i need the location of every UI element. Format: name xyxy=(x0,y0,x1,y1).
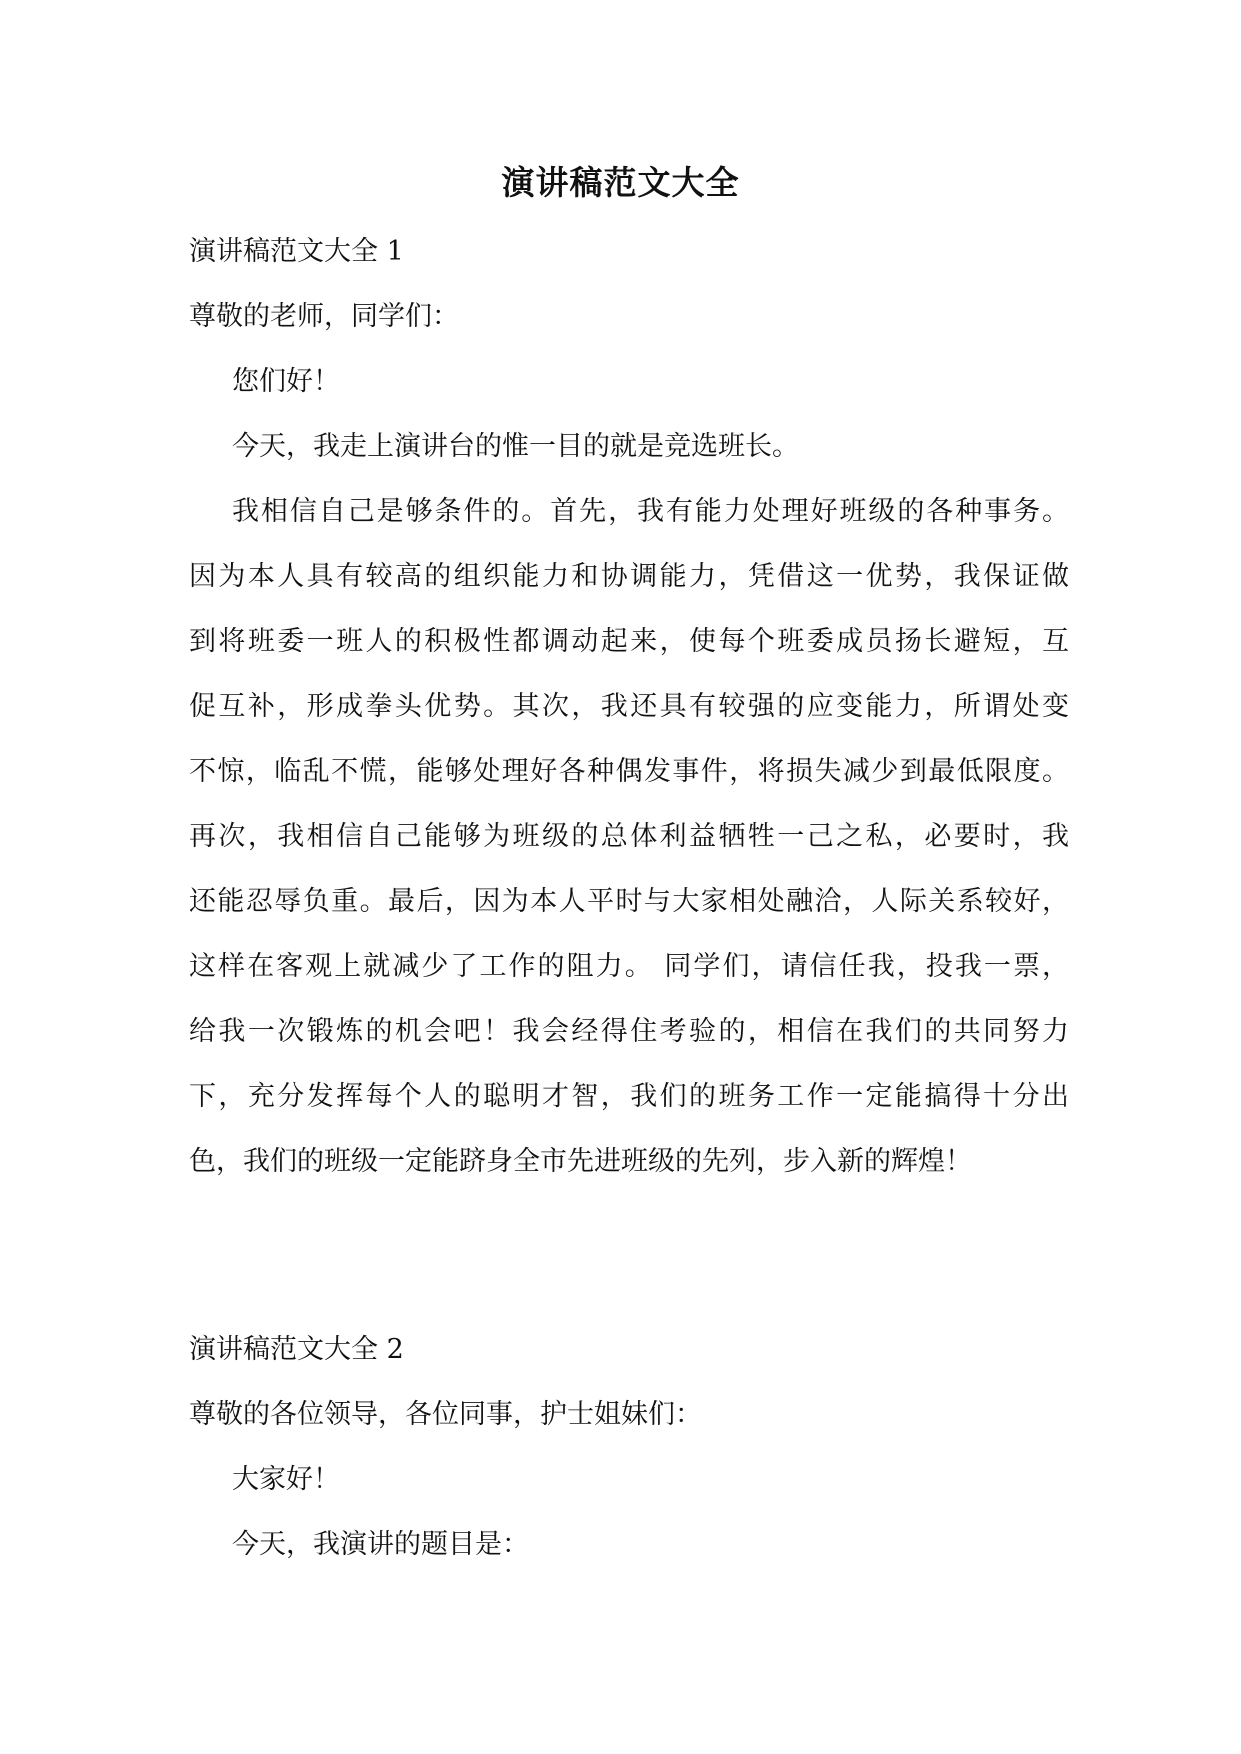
section-1-body-line: 给我一次锻炼的机会吧！我会经得住考验的，相信在我们的共同努力 xyxy=(189,1016,1069,1047)
section-2-opening: 今天，我演讲的题目是： xyxy=(232,1529,529,1560)
section-1-body-line: 色，我们的班级一定能跻身全市先进班级的先列，步入新的辉煌！ xyxy=(189,1146,972,1177)
section-1-heading: 演讲稿范文大全 1 xyxy=(189,236,404,267)
section-1-body-line: 促互补，形成拳头优势。其次，我还具有较强的应变能力，所谓处变 xyxy=(189,691,1069,722)
section-1-body-line: 不惊，临乱不慌，能够处理好各种偶发事件，将损失减少到最低限度。 xyxy=(189,756,1069,787)
section-1-body-line: 还能忍辱负重。最后，因为本人平时与大家相处融洽，人际关系较好， xyxy=(189,886,1069,917)
section-1-body-line: 我相信自己是够条件的。首先，我有能力处理好班级的各种事务。 xyxy=(232,496,1069,527)
section-1-opening: 今天，我走上演讲台的惟一目的就是竞选班长。 xyxy=(232,431,799,462)
document-title: 演讲稿范文大全 xyxy=(501,163,740,202)
section-1-greeting: 您们好！ xyxy=(232,366,340,397)
section-1-body-line: 再次，我相信自己能够为班级的总体利益牺牲一己之私，必要时，我 xyxy=(189,821,1069,852)
section-2-salutation: 尊敬的各位领导，各位同事，护士姐妹们： xyxy=(189,1399,702,1430)
section-1-body-line: 因为本人具有较高的组织能力和协调能力，凭借这一优势，我保证做 xyxy=(189,561,1069,592)
section-1-salutation: 尊敬的老师，同学们： xyxy=(189,301,459,332)
section-2-greeting: 大家好！ xyxy=(232,1464,340,1495)
section-2-heading: 演讲稿范文大全 2 xyxy=(189,1334,404,1365)
section-1-body-line: 这样在客观上就减少了工作的阻力。 同学们，请信任我，投我一票， xyxy=(189,951,1069,982)
section-1-body-line: 下，充分发挥每个人的聪明才智，我们的班务工作一定能搞得十分出 xyxy=(189,1081,1069,1112)
section-1-body-line: 到将班委一班人的积极性都调动起来，使每个班委成员扬长避短，互 xyxy=(189,626,1069,657)
